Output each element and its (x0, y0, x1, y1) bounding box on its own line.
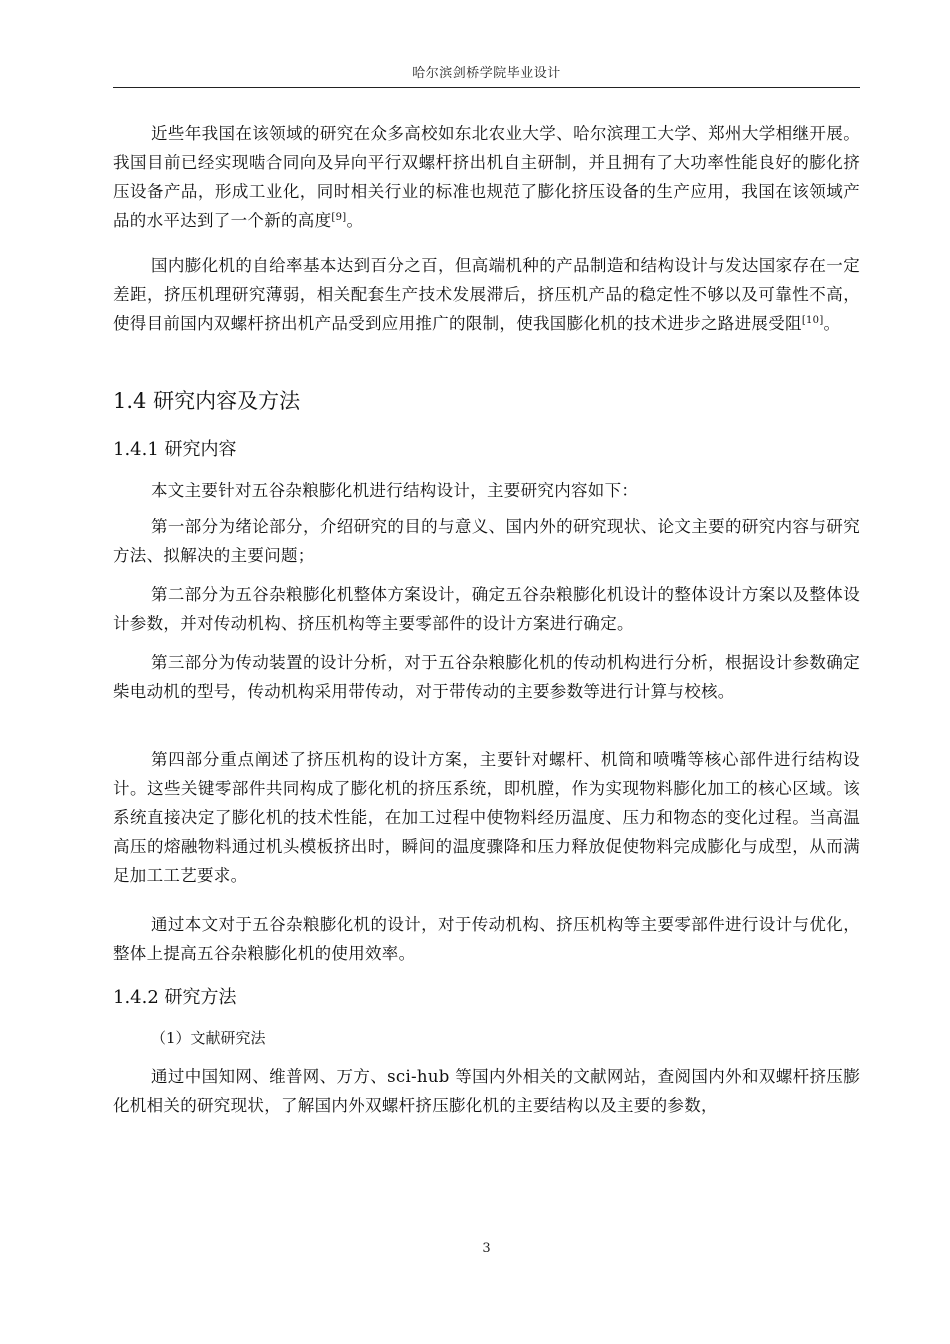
page-number: 3 (482, 1241, 491, 1256)
paragraph-3 (113, 476, 860, 505)
paragraph-4 (113, 512, 860, 570)
paragraph-2-text: 国内膨化机的自给率基本达到百分之百，但高端机种的产品制造和结构设计与发达国家存在一定差距，挤压机理研究薄弱，相关配套生产技术发展滞后，挤压机产品的稳定性不够以及可靠性不高，使得目前国内双螺杆挤出机产品受到应用推广的限制，使我国膨化机的技术进步之路进展受阻 (113, 256, 860, 333)
paragraph-7 (113, 745, 860, 890)
paragraph-7-text: 第四部分重点阐述了挤压机构的设计方案，主要针对螺杆、机筒和喷嘴等核心部件进行结构设计。这些关键零部件共同构成了膨化机的挤压系统，即机膛，作为实现物料膨化加工的核心区域。该系统直接决定了膨化机的技术性能，在加工过程中使物料经历温度、压力和物态的变化过程。当高温高压的熔融物料通过机头模板挤出时，瞬间的温度骤降和压力释放促使物料完成膨化与成型，从而满足加工工艺要求。 (113, 750, 860, 885)
section-heading-1-4-wrap (113, 386, 860, 416)
citation-9[interactable]: [9] (331, 212, 347, 223)
subsection-heading-1-4-1: 1.4.1 研究内容 (113, 439, 237, 460)
paragraph-5 (113, 580, 860, 638)
paragraph-6 (113, 648, 860, 706)
paragraph-2-end: 。 (823, 314, 841, 333)
header-divider (113, 87, 860, 88)
paragraph-4-text: 第一部分为绪论部分，介绍研究的目的与意义、国内外的研究现状、论文主要的研究内容与研究方法、拟解决的主要问题； (113, 517, 860, 565)
paragraph-6-text: 第三部分为传动装置的设计分析，对于五谷杂粮膨化机的传动机构进行分析，根据设计参数确定柴电动机的型号，传动机构采用带传动，对于带传动的主要参数等进行计算与校核。 (113, 653, 860, 701)
section-heading-1-4: 1.4 研究内容及方法 (113, 389, 301, 413)
paragraph-5-text: 第二部分为五谷杂粮膨化机整体方案设计，确定五谷杂粮膨化机设计的整体设计方案以及整体设计参数，并对传动机构、挤压机构等主要零部件的设计方案进行确定。 (113, 585, 860, 633)
paragraph-2 (113, 251, 860, 338)
paragraph-8-text: 通过本文对于五谷杂粮膨化机的设计，对于传动机构、挤压机构等主要零部件进行设计与优化，整体上提高五谷杂粮膨化机的使用效率。 (113, 915, 860, 963)
paragraph-1-end: 。 (346, 211, 364, 230)
running-header: 哈尔滨剑桥学院毕业设计 (412, 66, 561, 81)
method-item-1: （1）文献研究法 (151, 1029, 266, 1047)
paragraph-9 (113, 1062, 860, 1120)
paragraph-1-text: 近些年我国在该领域的研究在众多高校如东北农业大学、哈尔滨理工大学、郑州大学相继开展。我国目前已经实现啮合同向及异向平行双螺杆挤出机自主研制，并且拥有了大功率性能良好的膨化挤压设备产品，形成工业化，同时相关行业的标准也规范了膨化挤压设备的生产应用，我国在该领域产品的水平达到了一个新的高度 (113, 124, 860, 230)
subsection-heading-1-4-2-wrap (113, 984, 860, 1012)
subsection-heading-1-4-2: 1.4.2 研究方法 (113, 987, 237, 1008)
method-item-1-wrap (113, 1025, 860, 1051)
paragraph-8 (113, 910, 860, 968)
citation-10[interactable]: [10] (801, 315, 824, 326)
paragraph-1 (113, 119, 860, 235)
subsection-heading-1-4-1-wrap (113, 436, 860, 464)
paragraph-3-text: 本文主要针对五谷杂粮膨化机进行结构设计，主要研究内容如下： (151, 481, 639, 500)
paragraph-9-text: 通过中国知网、维普网、万方、sci-hub 等国内外相关的文献网站，查阅国内外和双螺杆挤压膨化机相关的研究现状，了解国内外双螺杆挤压膨化机的主要结构以及主要的参数， (113, 1067, 860, 1115)
